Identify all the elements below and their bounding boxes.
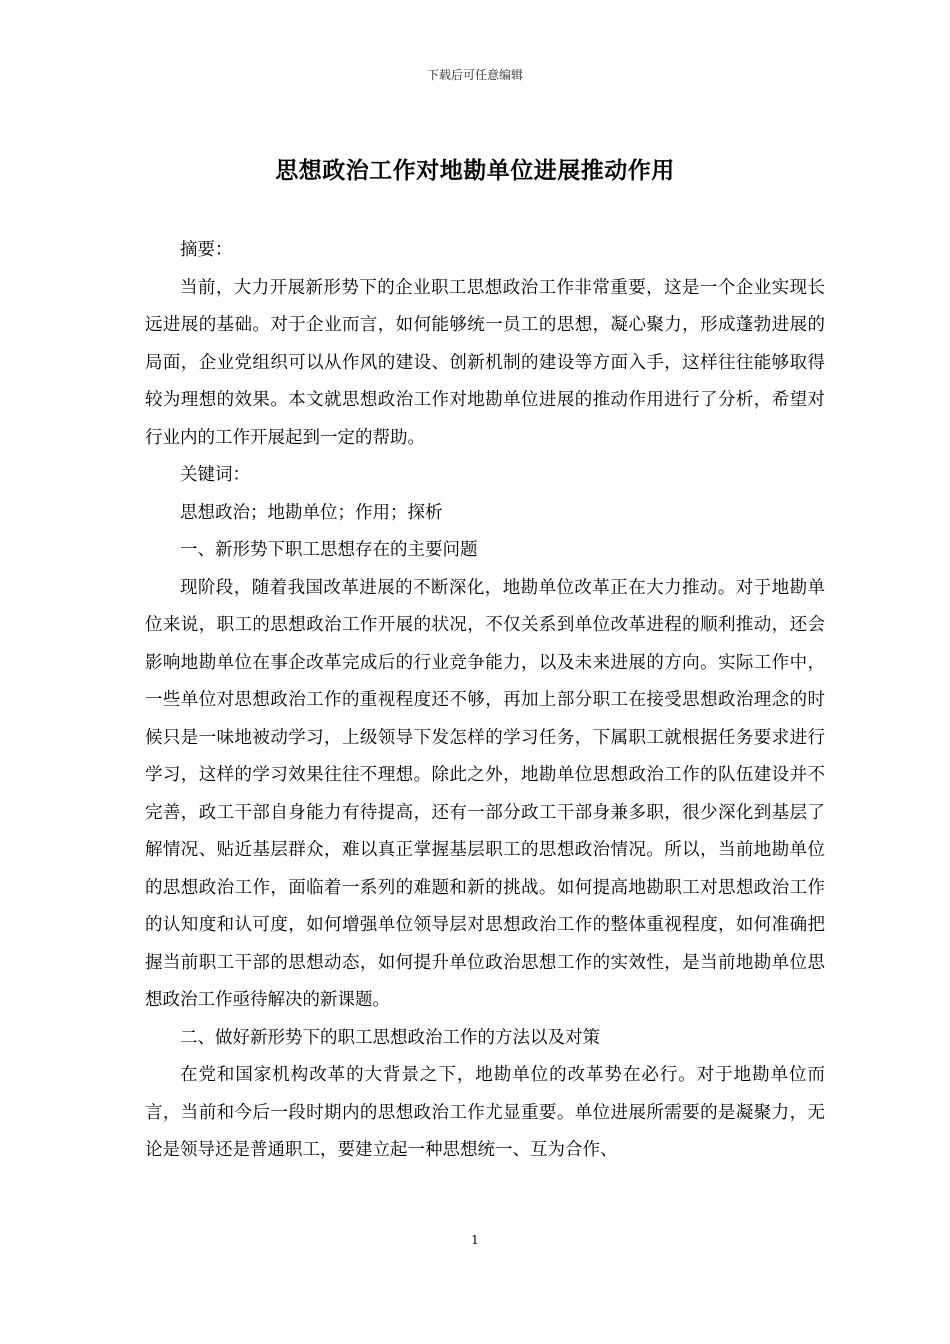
abstract-paragraph: 当前，大力开展新形势下的企业职工思想政治工作非常重要，这是一个企业实现长远进展的基础。对于企业而言，如何能够统一员工的思想，凝心聚力，形成蓬勃进展的局面，企业党组织可以从作风的建设、创新机制的建设等方面入手，这样往往能够取得较为理想的效果。本文就思想政治工作对地勘单位进展的推动作用进行了分析，希望对行业内的工作开展起到一定的帮助。 — [145, 277, 825, 448]
abstract-label: 摘要： — [180, 240, 233, 260]
keywords-label: 关键词： — [180, 465, 250, 485]
keywords-list: 思想政治；地勘单位；作用；探析 — [180, 502, 443, 523]
section-2-paragraph: 在党和国家机构改革的大背景之下，地勘单位的改革势在必行。对于地勘单位而言，当前和今后一段时期内的思想政治工作尤显重要。单位进展所需要的是凝聚力，无论是领导还是普通职工，要建立起一种思想统一、互为合作、 — [145, 1065, 825, 1160]
section-heading-1: 一、新形势下职工思想存在的主要问题 — [180, 540, 478, 560]
header-note: 下载后可任意编辑 — [426, 68, 523, 82]
section-heading-2: 二、做好新形势下的职工思想政治工作的方法以及对策 — [180, 1027, 600, 1048]
document-body — [145, 232, 825, 1170]
page-number: 1 — [471, 1233, 479, 1247]
section-1-paragraph: 现阶段，随着我国改革进展的不断深化，地勘单位改革正在大力推动。对于地勘单位来说，职工的思想政治工作开展的状况，不仅关系到单位改革进程的顺利推动，还会影响地勘单位在事企改革完成后的行业竞争能力，以及未来进展的方向。实际工作中，一些单位对思想政治工作的重视程度还不够，再加上部分职工在接受思想政治理念的时候只是一味地被动学习，上级领导下发怎样的学习任务，下属职工就根据任务要求进行学习，这样的学习效果往往不理想。除此之外，地勘单位思想政治工作的队伍建设并不完善，政工干部自身能力有待提高，还有一部分政工干部身兼多职，很少深化到基层了解情况、贴近基层群众，难以真正掌握基层职工的思想政治情况。所以，当前地勘单位的思想政治工作，面临着一系列的难题和新的挑战。如何提高地勘职工对思想政治工作的认知度和认可度，如何增强单位领导层对思想政治工作的整体重视程度，如何准确把握当前职工干部的思想动态，如何提升单位政治思想工作的实效性，是当前地勘单位思想政治工作亟待解决的新课题。 — [145, 577, 825, 1010]
document-title: 思想政治工作对地勘单位进展推动作用 — [275, 157, 675, 184]
